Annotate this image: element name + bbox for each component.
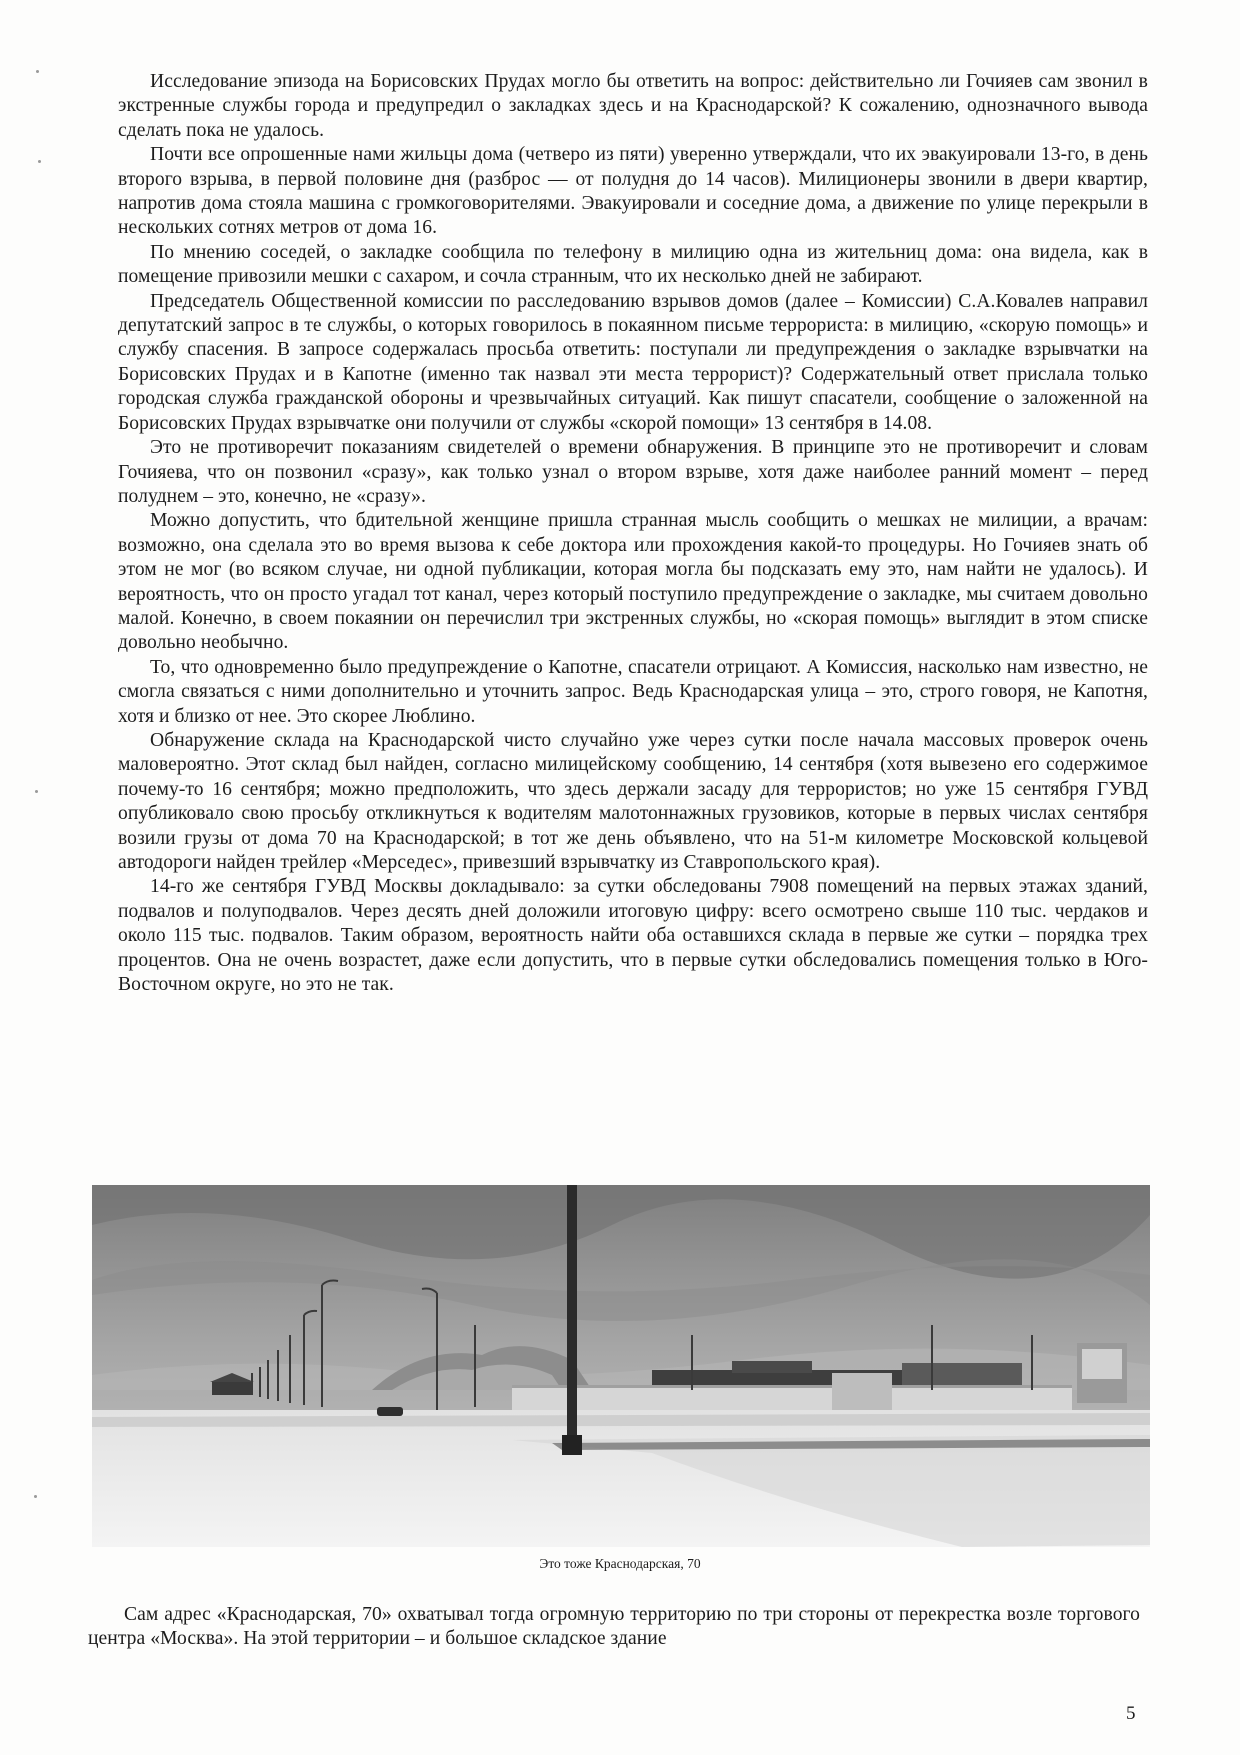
paragraph: Исследование эпизода на Борисовских Прудах могло бы ответить на вопрос: действительно ли Гочияев сам звонил в экстренные службы города и предупредил о закладках здесь и на Краснодарской? К сожалению, однозначного вывода сделать пока не удалось. [118, 71, 1148, 141]
continuation-text [88, 1603, 1140, 1652]
paragraph: Почти все опрошенные нами жильцы дома (четверо из пяти) уверенно утверждали, что их эвакуировали 13-го, в день второго взрыва, в первой половине дня (разброс — от полудня до 14 часов). Милиционеры звонили в двери квартир, напротив дома стояла машина с громкоговорителями. Эвакуировали и соседние дома, а движение по улице перекрыли в нескольких сотнях метров от дома 16. [118, 144, 1148, 239]
paragraph: Это не противоречит показаниям свидетелей о времени обнаружения. В принципе это не противоречит и словам Гочияева, что он позвонил «сразу», как только узнал о втором взрыве, хотя даже наиболее ранний момент – перед полуднем – это, конечно, не «сразу». [118, 437, 1148, 507]
paragraph: Можно допустить, что бдительной женщине пришла странная мысль сообщить о мешках не милиции, а врачам: возможно, она сделала это во время вызова к себе доктора или прохождения какой-то процедуры. Но Гочияев знать об этом не мог (во всяком случае, ни одной публикации, которая могла бы подсказать ему это, нам найти не удалось). И вероятность, что он просто угадал тот канал, через который поступило предупреждение о закладке, мы считаем довольно малой. Конечно, в своем покаянии он перечислил три экстренных службы, но «скорая помощь» выглядит в этом списке довольно необычно. [118, 510, 1148, 654]
scan-speck [35, 790, 38, 793]
paragraph: Сам адрес «Краснодарская, 70» охватывал тогда огромную территорию по три стороны от перекрестка возле торгового центра «Москва». На этой территории – и большое складское здание [88, 1604, 1140, 1650]
paragraph: Обнаружение склада на Краснодарской чисто случайно уже через сутки после начала массовых проверок очень маловероятно. Этот склад был найден, согласно милицейскому сообщению, 14 сентября (хотя вывезено его содержимое почему-то 16 сентября; можно предположить, что здесь держали засаду для террористов; но уже 15 сентября ГУВД опубликовало свою просьбу откликнуться к водителям малотоннажных грузовиков, которые в первых числах сентября возили грузы от дома 70 на Краснодарской; в тот же день объявлено, что на 51-м километре Московской кольцевой автодороги найден трейлер «Мерседес», привезший взрывчатку из Ставропольского края). [118, 729, 1148, 873]
paragraph: То, что одновременно было предупреждение о Капотне, спасатели отрицают. А Комиссия, насколько нам известно, не смогла связаться с ними дополнительно и уточнить запрос. Ведь Краснодарская улица – это, строго говоря, не Капотня, хотя и близко от нее. Это скорее Люблино. [118, 656, 1148, 727]
paragraph: Председатель Общественной комиссии по расследованию взрывов домов (далее – Комиссии) С.А.Ковалев направил депутатский запрос в те службы, о которых говорилось в покаянном письме террориста: в милицию, «скорую помощь» и службу спасения. В запросе содержалась просьба ответить: поступали ли предупреждения о закладке взрывчатки на Борисовских Прудах и в Капотне (именно так назвал эти места террорист)? Содержательный ответ прислала только городская служба гражданской обороны и чрезвычайных ситуаций. Как пишут спасатели, сообщение о заложенной на Борисовских Прудах взрывчатке они получили от службы «скорой помощи» 13 сентября в 14.08. [118, 290, 1148, 434]
scan-speck [36, 70, 39, 73]
scan-speck [34, 1495, 37, 1498]
paragraph: 14-го же сентября ГУВД Москвы докладывало: за сутки обследованы 7908 помещений на первых этажах зданий, подвалов и полуподвалов. Через десять дней доложили итоговую цифру: всего осмотрено свыше 110 тыс. чердаков и около 115 тыс. подвалов. Таким образом, вероятность найти оба оставшихся склада в первые же сутки – порядка трех процентов. Она не очень возрастет, даже если допустить, что в первые сутки обследовались помещения только в Юго-Восточном округе, но это не так. [118, 876, 1148, 996]
street-photo [92, 1185, 1150, 1547]
paragraph: По мнению соседей, о закладке сообщила по телефону в милицию одна из жительниц дома: она видела, как в помещение привозили мешки с сахаром, и сочла странным, что их несколько дней не забирают. [118, 241, 1148, 288]
page-number: 5 [1126, 1703, 1136, 1724]
scan-speck [38, 160, 41, 163]
photo-caption: Это тоже Краснодарская, 70 [539, 1556, 701, 1571]
main-text [118, 70, 1148, 997]
